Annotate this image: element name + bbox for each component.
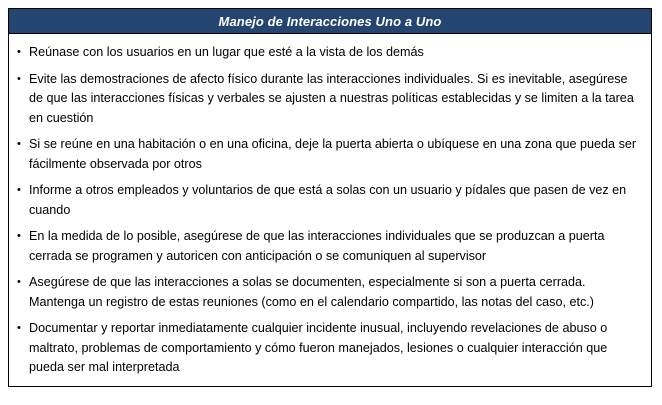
list-item xyxy=(17,181,643,220)
bullet-icon: • xyxy=(17,276,21,288)
list-item xyxy=(17,70,643,129)
list-item-text: Reúnase con los usuarios en un lugar que esté a la vista de los demás xyxy=(29,45,424,59)
list-item xyxy=(17,273,643,312)
list-item xyxy=(17,135,643,174)
guidelines-list xyxy=(9,34,651,378)
list-item-text: En la medida de lo posible, asegúrese de que las interacciones individuales que se produzcan a puerta cerrada se programen y autoricen con anticipación o se comuniquen al supervisor xyxy=(29,229,605,263)
table-header xyxy=(9,9,651,34)
guidelines-table xyxy=(8,8,652,387)
list-item-text: Evite las demostraciones de afecto físico durante las interacciones individuales. Si es inevitable, asegúrese de que las interacciones físicas y verbales se ajusten a nuestras políticas establecidas y se limiten a la tarea en cuestión xyxy=(29,71,634,125)
table-title: Manejo de Interacciones Uno a Uno xyxy=(218,13,442,29)
list-item xyxy=(17,227,643,266)
bullet-icon: • xyxy=(17,46,21,58)
list-item-text: Si se reúne en una habitación o en una oficina, deje la puerta abierta o ubíquese en una zona que pueda ser fácilmente observada por otros xyxy=(29,137,637,171)
list-item-text: Informe a otros empleados y voluntarios de que está a solas con un usuario y pídales que pasen de vez en cuando xyxy=(29,183,627,217)
bullet-icon: • xyxy=(17,322,21,334)
bullet-icon: • xyxy=(17,184,21,196)
list-item xyxy=(17,319,643,378)
list-item xyxy=(17,43,643,63)
list-item-text: Documentar y reportar inmediatamente cualquier incidente inusual, incluyendo revelaciones de abuso o maltrato, problemas de comportamiento y cómo fueron manejados, lesiones o cualquier interacción que pueda ser mal interpretada xyxy=(29,321,608,374)
list-item-text: Asegúrese de que las interacciones a solas se documenten, especialmente si son a puerta cerrada. Mantenga un registro de estas reuniones (como en el calendario compartido, las notas del caso, etc.) xyxy=(29,275,594,309)
bullet-icon: • xyxy=(17,138,21,150)
bullet-icon: • xyxy=(17,72,21,85)
bullet-icon: • xyxy=(17,230,21,242)
